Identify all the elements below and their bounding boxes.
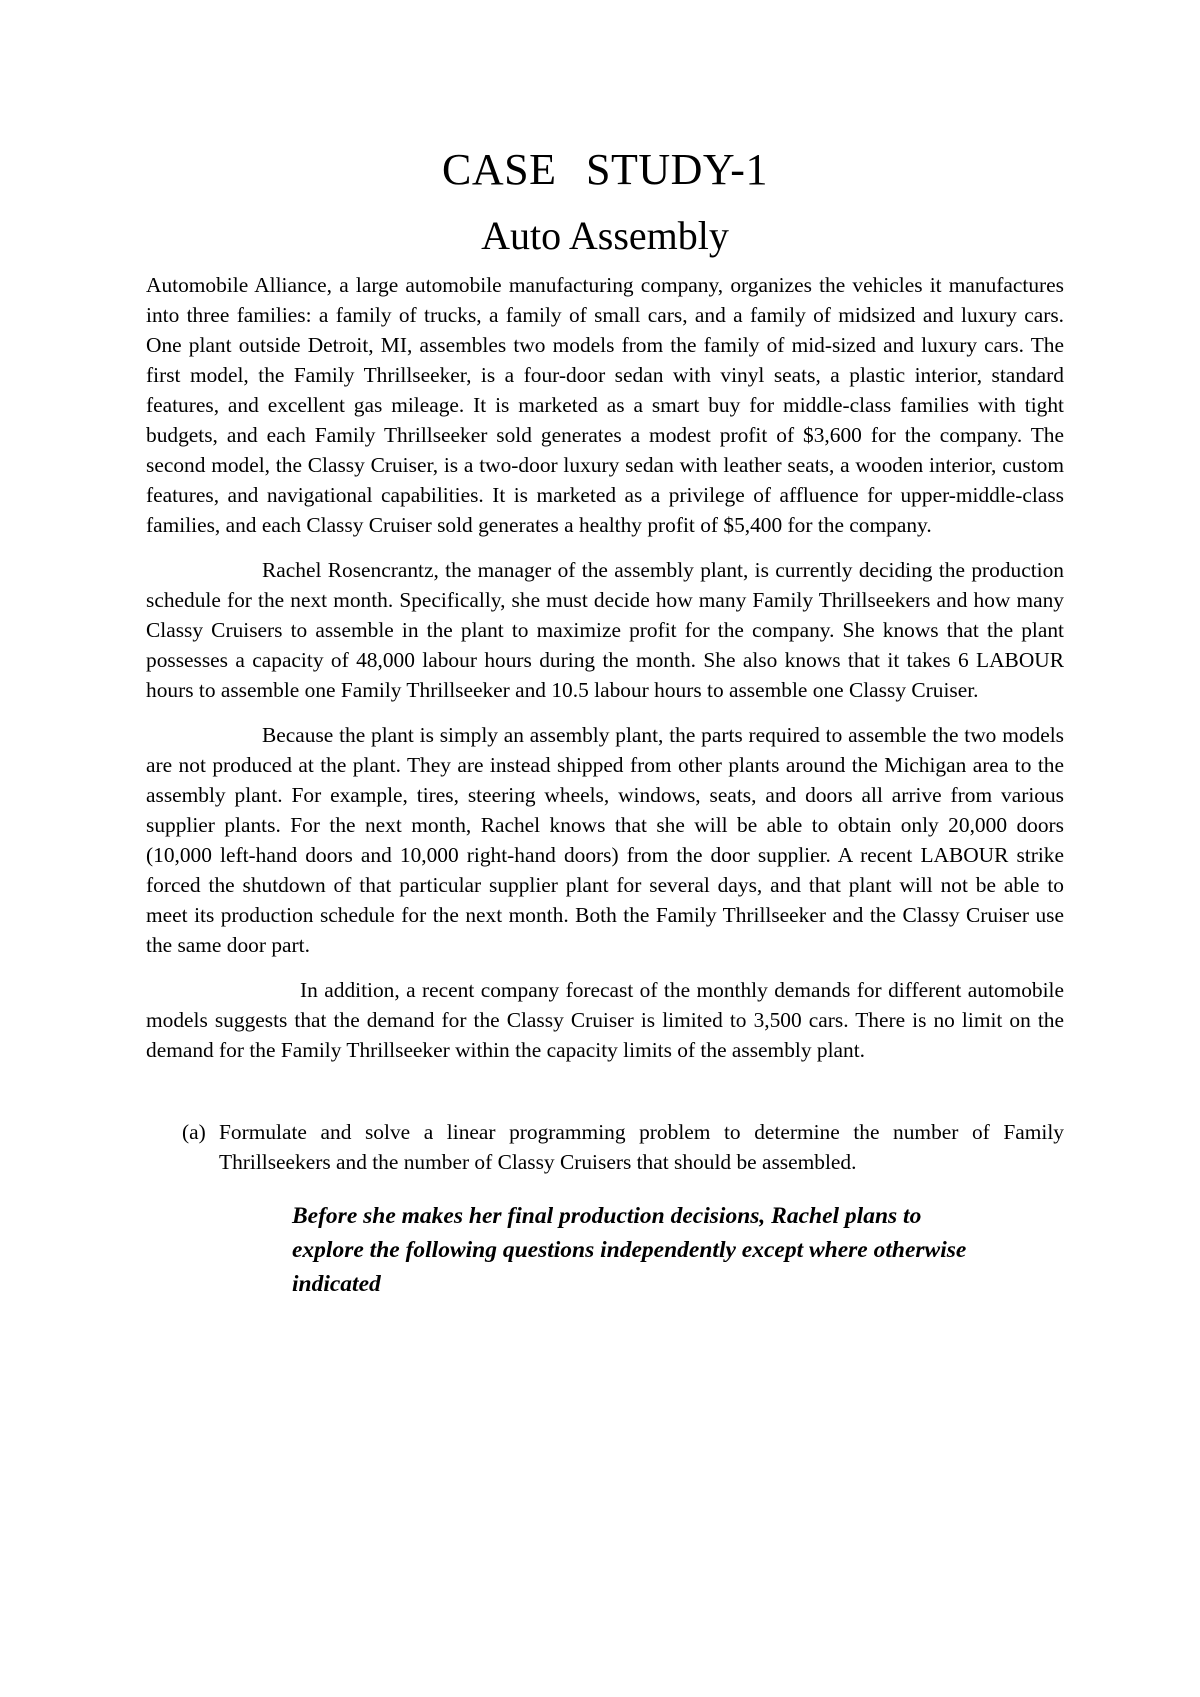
paragraph-parts: Because the plant is simply an assembly plant, the parts required to assemble the two models are not produced at the plant. They are instead shipped from other plants around the Michigan area to the assembly plant. For example, tires, steering wheels, windows, seats, and doors all arrive from various supplier plants. For the next month, Rachel knows that she will be able to obtain only 20,000 doors (10,000 left-hand doors and 10,000 right-hand doors) from the door supplier. A recent LABOUR strike forced the shutdown of that particular supplier plant for several days, and that plant will not be able to meet its production schedule for the next month. Both the Family Thrillseeker and the Classy Cruiser use the same door part. (146, 723, 1064, 957)
question-a (146, 1117, 1064, 1177)
question-text: Formulate and solve a linear programming problem to determine the number of Family Thrillseekers and the number of Classy Cruisers that should be assembled. (219, 1120, 1064, 1174)
question-label: (a) (182, 1120, 206, 1144)
paragraph-demand: In addition, a recent company forecast of the monthly demands for different automobile models suggests that the demand for the Classy Cruiser is limited to 3,500 cars. There is no limit on the demand for the Family Thrillseeker within the capacity limits of the assembly plant. (146, 978, 1064, 1062)
paragraph-manager: Rachel Rosencrantz, the manager of the assembly plant, is currently deciding the production schedule for the next month. Specifically, she must decide how many Family Thrillseekers and how many Classy Cruisers to assemble in the plant to maximize profit for the company. She knows that the plant possesses a capacity of 48,000 labour hours during the month. She also knows that it takes 6 LABOUR hours to assemble one Family Thrillseeker and 10.5 labour hours to assemble one Classy Cruiser. (146, 558, 1064, 702)
paragraph-intro: Automobile Alliance, a large automobile manufacturing company, organizes the vehicles it manufactures into three families: a family of trucks, a family of small cars, and a family of midsized and luxury cars. One plant outside Detroit, MI, assembles two models from the family of mid-sized and luxury cars. The first model, the Family Thrillseeker, is a four-door sedan with vinyl seats, a plastic interior, standard features, and excellent gas mileage. It is marketed as a smart buy for middle-class families with tight budgets, and each Family Thrillseeker sold generates a modest profit of $3,600 for the company. The second model, the Classy Cruiser, is a two-door luxury sedan with leather seats, a wooden interior, custom features, and navigational capabilities. It is marketed as a privilege of affluence for upper-middle-class families, and each Classy Cruiser sold generates a healthy profit of $5,400 for the company. (146, 273, 1064, 537)
document-subtitle: Auto Assembly (481, 213, 729, 258)
document-title: CASE STUDY-1 (442, 145, 768, 194)
document-page (146, 140, 1064, 1301)
instruction-note: Before she makes her final production decisions, Rachel plans to explore the following questions independently except where otherwise indicated (292, 1203, 967, 1297)
